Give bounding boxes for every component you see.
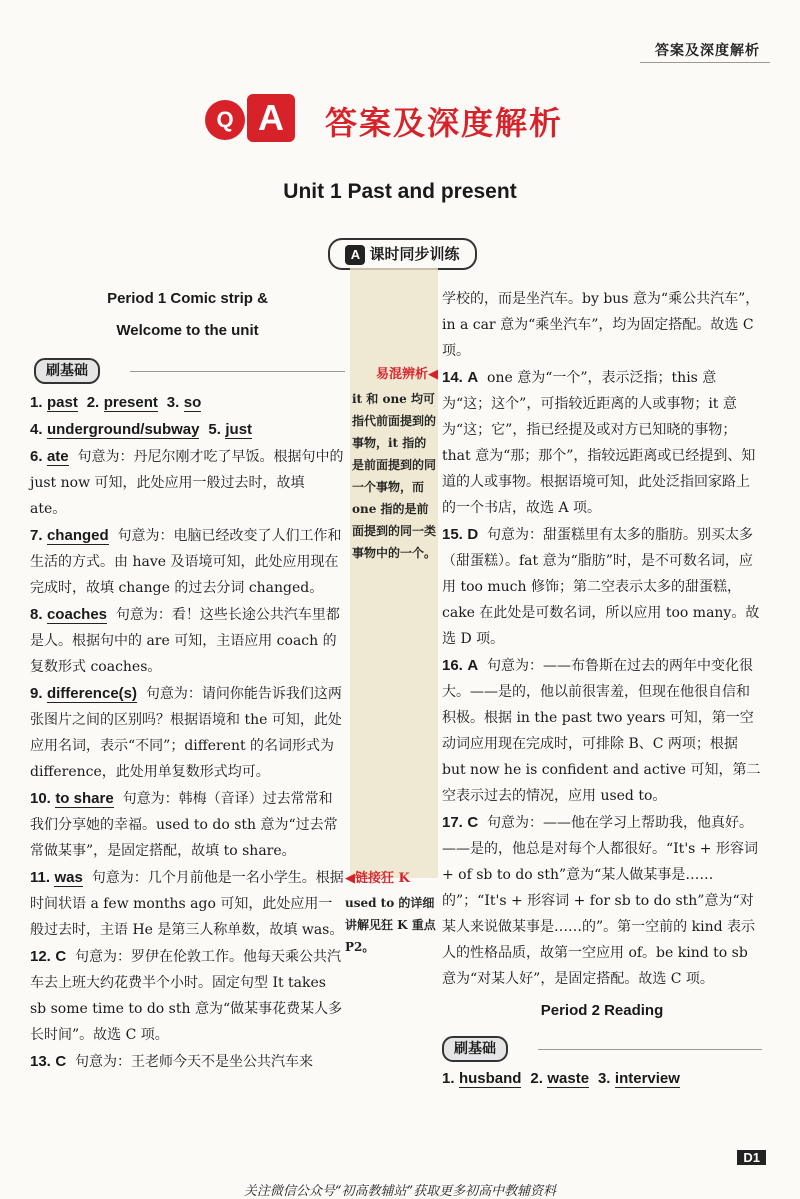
link-note: used to 的详细讲解见狂 K 重点 P2。 — [345, 896, 436, 954]
side-note-1 — [352, 362, 438, 564]
confusable-tag: 易混辨析◀ — [376, 367, 438, 382]
a-icon: A — [345, 245, 365, 265]
link-tag: ◀链接狂 K — [345, 871, 410, 886]
badge2-row — [442, 1030, 762, 1066]
q-logo: Q — [205, 100, 245, 140]
answer-item: 8. coaches 句意为：看！这些长途公共汽车里都是人。根据句中的 are 可知，主语应用 coach 的复数形式 coaches。 — [30, 606, 340, 675]
sync-label-text: 课时同步训练 — [369, 245, 460, 263]
answer-item: 4. underground/subway 5. just — [30, 421, 253, 438]
sync-training-label — [328, 238, 477, 270]
answer-item: 13. C 句意为：王老师今天不是坐公共汽车来 — [30, 1053, 314, 1070]
answer-item: 9. difference(s) 句意为：请问你能告诉我们这两张图片之间的区别吗？根据语境和 the 可知，此处应用名词，表示“不同”；different 的名词形式为 difference，此处用单复数形式均可。 — [30, 685, 342, 780]
badge-rule — [130, 371, 345, 372]
banner-title: 答案及深度解析 — [325, 104, 564, 142]
answer-item: 6. ate 句意为：丹尼尔刚才吃了早饭。根据句中的 just now 可知，此处应用一般过去时，故填 ate。 — [30, 448, 344, 517]
badge-row — [30, 350, 345, 390]
right-answer-list — [442, 286, 762, 992]
side-note-2 — [345, 866, 438, 958]
basic-badge-2: 刷基础 — [442, 1036, 508, 1062]
badge2-rule — [538, 1049, 762, 1050]
header-rule — [640, 62, 770, 63]
left-answer-list — [30, 390, 345, 1075]
answer-item: 10. to share 句意为：韩梅（音译）过去常常和我们分享她的幸福。used to do sth 意为“过去常常做某事”，是固定搭配，故填 to share。 — [30, 790, 338, 859]
a-logo: A — [247, 94, 295, 142]
answer-item: 14. A one 意为“一个”，表示泛指；this 意为“这；这个”，可指较近距离的人或事物；it 意为“这；它”，指已经提及或对方已知晓的事物；that 意为“那；那个”，指较远距离或已经提到、知道的人或事物。根据语境可知，此处泛指回家路上的一个书店，故选 A 项。 — [442, 369, 756, 516]
answer-item: 学校的，而是坐汽车。by bus 意为“乘公共汽车”，in a car 意为“乘坐汽车”，均为固定搭配。故选 C 项。 — [442, 291, 760, 359]
answer-item: 16. A 句意为：——布鲁斯在过去的两年中变化很大。——是的，他以前很害羞，但现在他很自信和积极。根据 in the past two years 可知，第一空动词应用现在完成时，可排除 B、C 两项；根据 but now he is confident and active 可知，第二空表示过去的情况，应用 used to。 — [442, 657, 761, 804]
answer-item: 7. changed 句意为：电脑已经改变了人们工作和生活的方式。由 have 及语境可知，此处应用现在完成时，故填 change 的过去分词 changed。 — [30, 527, 342, 596]
answer-item: 11. was 句意为：几个月前他是一名小学生。根据时间状语 a few months ago 可知，此处应用一般过去时，主语 He 是第三人称单数，故填 was。 — [30, 869, 344, 938]
right-column — [442, 286, 762, 1093]
period2-title: Period 2 Reading — [540, 1002, 664, 1019]
footer-note: 关注微信公众号“初高教辅站”获取更多初高中教辅资料 — [243, 1184, 557, 1199]
answer-item: 15. D 句意为：甜蛋糕里有太多的脂肪。别买太多（甜蛋糕）。fat 意为“脂肪”时，是不可数名词，应用 too much 修饰；第二空表示太多的甜蛋糕，cake 在此处是可数名词，所以应用 too many。故选 D 项。 — [442, 526, 760, 647]
side-note-column — [350, 268, 438, 878]
unit-title: Unit 1 Past and present — [283, 180, 517, 203]
confusable-note: it 和 one 均可指代前面提到的事物，it 指的是前面提到的同一个事物，而 one 指的是前面提到的同一类事物中的一个。 — [352, 392, 437, 560]
running-header: 答案及深度解析 — [655, 43, 760, 59]
answer-item: 17. C 句意为：——他在学习上帮助我，他真好。——是的，他总是对每个人都很好。“It's + 形容词 + of sb to do sth”意为“某人做某事是……的”；“It's + 形容词 + for sb to do sth”意为“对某人来说做某事是……的”。第一空前的 kind 表示人的性格品质，故第一空应用 of。be kind to sb 意为“对某人好”，是固定搭配。故选 C 项。 — [442, 814, 758, 987]
basic-badge: 刷基础 — [34, 358, 100, 384]
period1-title-line2: Welcome to the unit — [116, 322, 259, 339]
period1-title-line1: Period 1 Comic strip & — [107, 290, 268, 307]
left-column — [30, 286, 345, 1076]
answer-item: 12. C 句意为：罗伊在伦敦工作。他每天乘公共汽车去上班大约花费半个小时。固定句型 It takes sb some time to do sth 意为“做某事花费某人多长时间”。故选 C 项。 — [30, 948, 343, 1043]
qa-banner — [205, 92, 585, 144]
period2-answers: 1. husband 2. waste 3. interview — [442, 1070, 680, 1087]
answer-item: 1. past 2. present 3. so — [30, 394, 202, 411]
page-number: D1 — [737, 1150, 766, 1165]
